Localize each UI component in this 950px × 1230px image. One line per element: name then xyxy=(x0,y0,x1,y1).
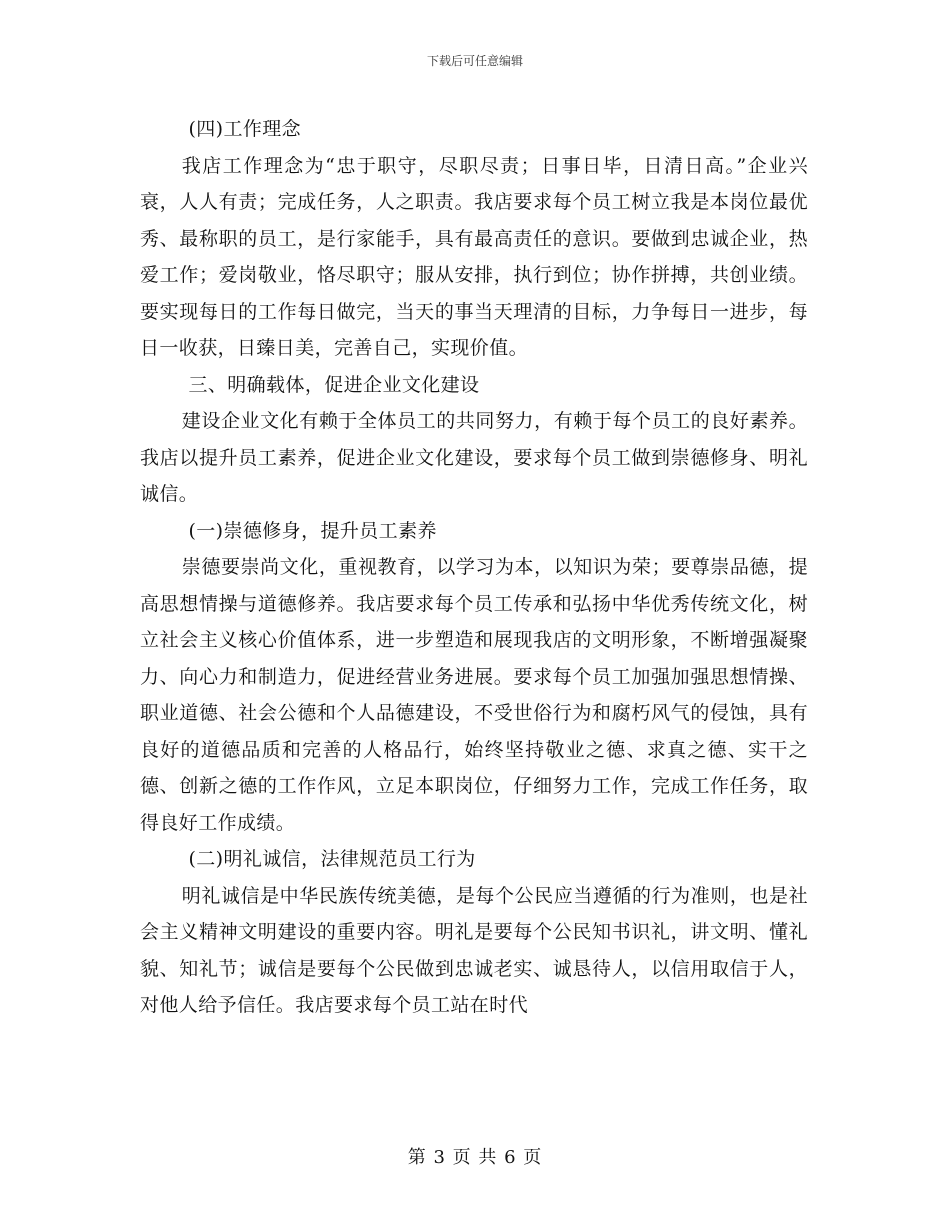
section-heading-culture-building: 三、明确载体，促进企业文化建设 xyxy=(188,373,480,396)
section-heading-courtesy-integrity: (二)明礼诚信，法律规范员工行为 xyxy=(188,848,476,870)
page-header: 下载后可任意编辑 xyxy=(426,54,523,68)
paragraph-virtue-cultivation: 崇德要崇尚文化，重视教育，以学习为本，以知识为荣；要尊崇品德，提高思想情操与道德修养。我店要求每个员工传承和弘扬中华优秀传统文化，树立社会主义核心价值体系，进一步塑造和展现我店的文明形象，不断增强凝聚力、向心力和制造力，促进经营业务进展。要求每个员工加强加强思想情操、职业道德、社会公德和个人品德建设，不受世俗行为和腐朽风气的侵蚀，具有良好的道德品质和完善的人格品行，始终坚持敬业之德、求真之德、实干之德、创新之德的工作作风，立足本职岗位，仔细努力工作，完成工作任务，取得良好工作成绩。 xyxy=(140,556,808,834)
section-heading-work-philosophy: (四)工作理念 xyxy=(188,118,302,140)
paragraph-courtesy-integrity: 明礼诚信是中华民族传统美德，是每个公民应当遵循的行为准则，也是社会主义精神文明建设的重要内容。明礼是要每个公民知书识礼，讲文明、懂礼貌、知礼节；诚信是要每个公民做到忠诚老实、诚恳待人，以信用取信于人，对他人给予信任。我店要求每个员工站在时代 xyxy=(140,884,808,1016)
section-heading-virtue-cultivation: (一)崇德修身，提升员工素养 xyxy=(188,519,437,542)
document-body xyxy=(140,111,808,1024)
page-number-footer: 第 3 页 共 6 页 xyxy=(407,1147,543,1168)
paragraph-culture-building: 建设企业文化有赖于全体员工的共同努力，有赖于每个员工的良好素养。我店以提升员工素养，促进企业文化建设，要求每个员工做到崇德修身、明礼诚信。 xyxy=(140,410,808,505)
paragraph-work-philosophy: 我店工作理念为“忠于职守，尽职尽责；日事日毕，日清日高。”企业兴衰，人人有责；完成任务，人之职责。我店要求每个员工树立我是本岗位最优秀、最称职的员工，是行家能手，具有最高责任的意识。要做到忠诚企业，热爱工作；爱岗敬业，恪尽职守；服从安排，执行到位；协作拼搏，共创业绩。要实现每日的工作每日做完，当天的事当天理清的目标，力争每日一进步，每日一收获，日臻日美，完善自己，实现价值。 xyxy=(140,154,808,359)
